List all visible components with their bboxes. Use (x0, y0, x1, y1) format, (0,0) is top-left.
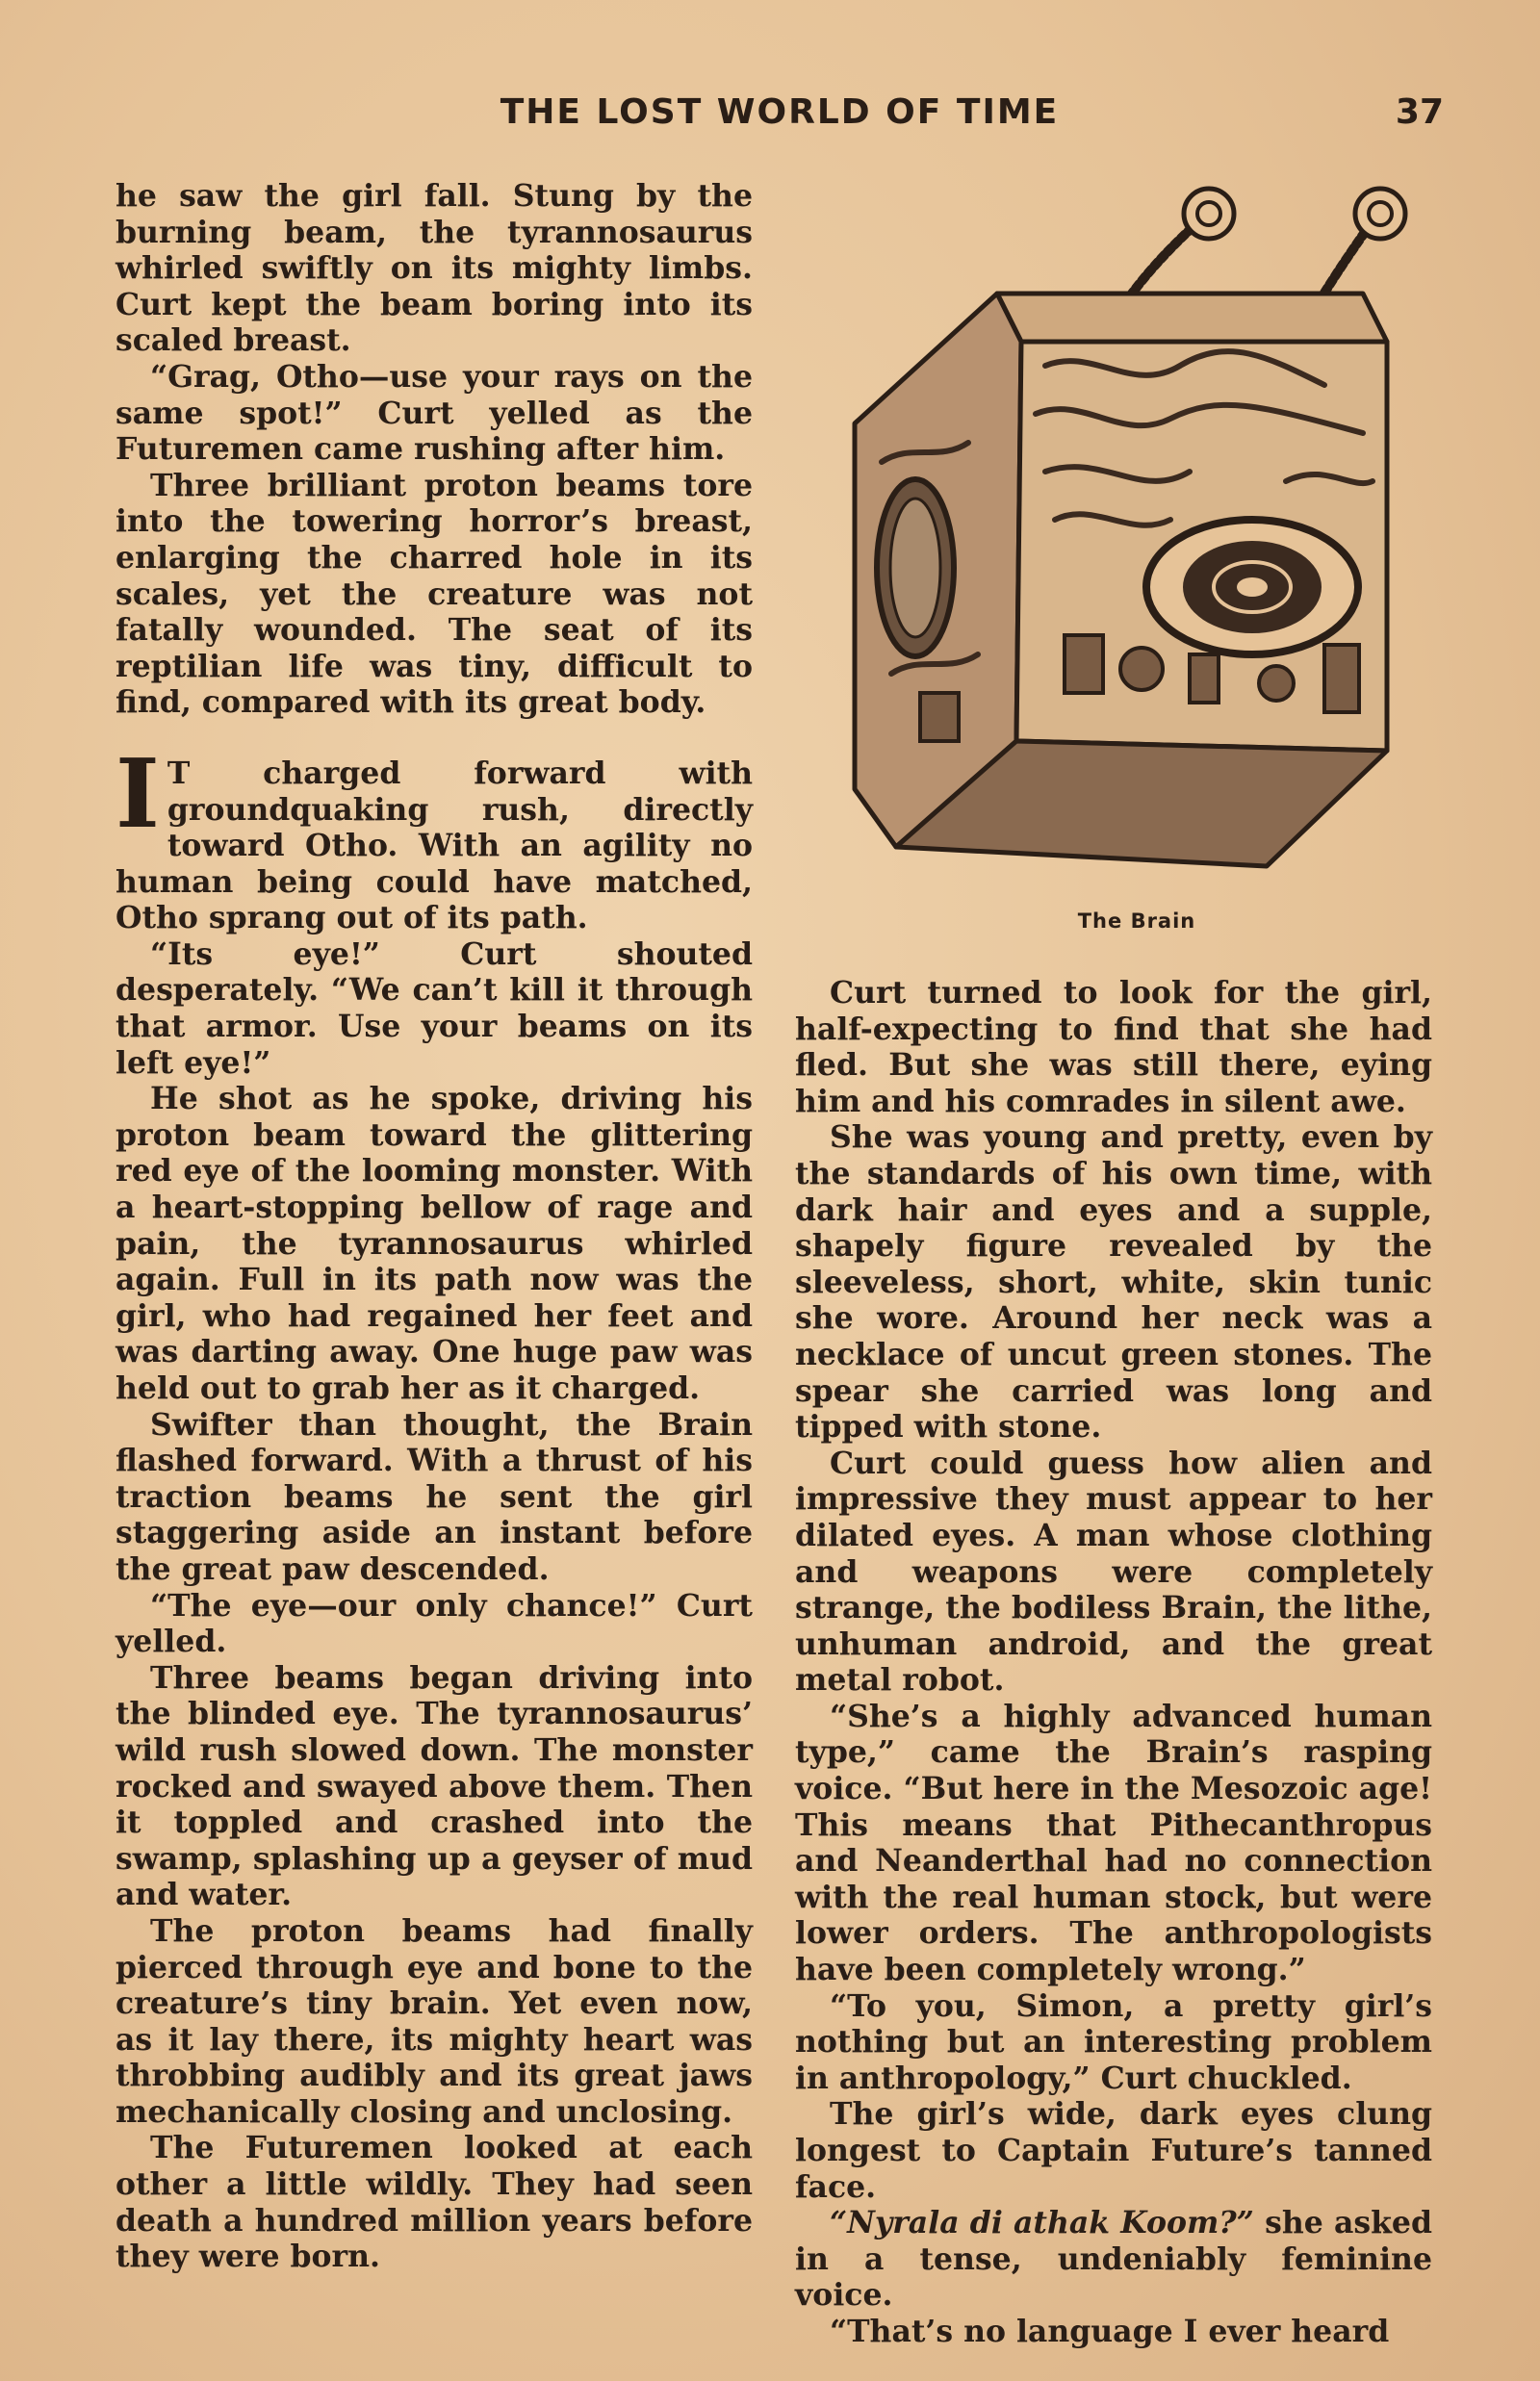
paragraph: “Grag, Otho—use your rays on the same spot!” Curt yelled as the Futuremen came rushing after him. (116, 358, 753, 468)
figure-caption: The Brain (1077, 909, 1196, 933)
brain-cube-drawing (824, 173, 1450, 905)
paragraph: “Its eye!” Curt shouted desperately. “We can’t kill it through that armor. Use your beams on its left eye!” (116, 935, 753, 1081)
paragraph: Three beams began driving into the blinded eye. The tyrannosaurus’ wild rush slowed down. The monster rocked and swayed above them. Then it toppled and crashed into the swamp, splashing up a geyser of mud and water. (116, 1659, 753, 1913)
paragraph-with-dropcap (116, 738, 753, 936)
paragraph: The proton beams had finally pierced through eye and bone to the creature’s tiny brain. Yet even now, as it lay there, its mighty heart was throbbing audibly and its great jaws mechanically closing and unclosing. (116, 1912, 753, 2130)
paragraph: he saw the girl fall. Stung by the burning beam, the tyrannosaurus whirled swiftly on its mighty limbs. Curt kept the beam boring into its scaled breast. (116, 178, 753, 359)
paragraph: “She’s a highly advanced human type,” came the Brain’s rasping voice. “But here in the Mesozoic age! This means that Pithecanthropus and Neanderthal had no connection with the real human stock, but were lower orders. The anthropologists have been completely wrong.” (795, 1698, 1432, 1988)
paragraph: Swifter than thought, the Brain flashed forward. With a thrust of his traction beams he sent the girl staggering aside an instant before the great paw descended. (116, 1406, 753, 1587)
right-column (795, 975, 1432, 2350)
paragraph: He shot as he spoke, driving his proton beam toward the glittering red eye of the looming monster. With a heart-stopping bellow of rage and pain, the tyrannosaurus whirled again. Full in its path now was the girl, who had regained her feet and was darting away. One huge paw was held out to grab her as it charged. (116, 1081, 753, 1406)
paragraph: She was young and pretty, even by the standards of his own time, with dark hair and eyes and a supple, shapely figure revealed by the sleeveless, short, white, skin tunic she wore. Around her neck was a necklace of uncut green stones. The spear she carried was long and tipped with stone. (795, 1119, 1432, 1446)
paragraph: Curt turned to look for the girl, half-expecting to find that she had fled. But she was still there, eying him and his comrades in silent awe. (795, 975, 1432, 1119)
left-column (116, 178, 753, 2275)
paragraph: “To you, Simon, a pretty girl’s nothing but an interesting problem in anthropology,” Curt chuckled. (795, 1987, 1432, 2096)
alien-speech: “Nyrala di athak Koom?” (830, 2205, 1254, 2241)
side-lens (877, 479, 954, 656)
paragraph: The girl’s wide, dark eyes clung longest to Captain Future’s tanned face. (795, 2096, 1432, 2205)
running-title: THE LOST WORLD OF TIME (500, 92, 1060, 132)
eye-lens (1146, 520, 1358, 654)
dropcap-paragraph-text: T charged forward with groundquaking rush, directly toward Otho. With an agility no human being could have matched, Otho sprang out of its path. (116, 755, 753, 936)
dialogue-tag: she asked in a tense, undeniably feminine voice. (795, 2205, 1432, 2314)
page-number: 37 (1395, 92, 1444, 132)
paragraph: The Futuremen looked at each other a little wildly. They had seen death a hundred million years before they were born. (116, 2130, 753, 2275)
paragraph: Three brilliant proton beams tore into the towering horror’s breast, enlarging the charred hole in its scales, yet the creature was not fatally wounded. The seat of its reptilian life was tiny, difficult to find, compared with its great body. (116, 467, 753, 721)
paragraph: Curt could guess how alien and impressive they must appear to her dilated eyes. A man whose clothing and weapons were completely strange, the bodiless Brain, the lithe, unhuman android, and the great metal robot. (795, 1445, 1432, 1699)
paragraph-dialogue (795, 2205, 1432, 2314)
paragraph: “The eye—our only chance!” Curt yelled. (116, 1587, 753, 1660)
paragraph: “That’s no language I ever heard (830, 2313, 1390, 2349)
drop-cap: I (116, 738, 160, 850)
brain-illustration (824, 173, 1450, 943)
running-header (116, 92, 1444, 141)
